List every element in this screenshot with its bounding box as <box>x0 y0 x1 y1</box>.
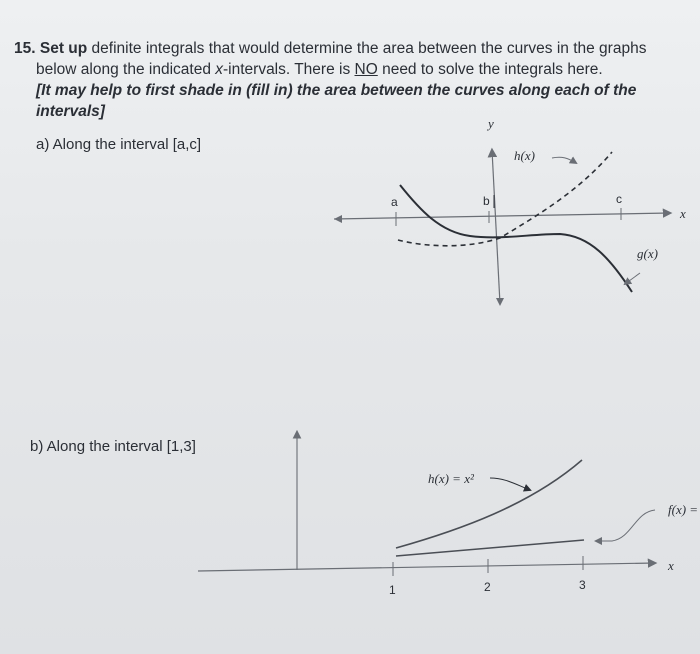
part-a-label: a) Along the interval [a,c] <box>36 136 202 153</box>
tick-2-label: 2 <box>484 580 491 594</box>
problem-line2-part-a: below along the indicated <box>36 61 216 78</box>
tick-1-label: 1 <box>389 583 396 597</box>
graph-a <box>334 116 686 306</box>
graph-a-y-axis <box>492 150 500 304</box>
graph-a-h-pointer <box>552 157 576 163</box>
part-b-label: b) Along the interval [1,3] <box>30 438 196 455</box>
graph-a-x-label: x <box>680 206 686 221</box>
graph-b-h-curve <box>396 460 582 548</box>
problem-hint: [It may help to first shade in (fill in) the area between the curves along each of the intervals] <box>36 82 637 120</box>
tick-a-label: a <box>391 195 398 209</box>
problem-line1: definite integrals that would determine the area between the curves in the graphs <box>87 40 647 57</box>
graph-b-f-pointer <box>596 510 655 541</box>
graph-b-f-label: f(x) = <box>668 502 699 517</box>
graph-b-x-axis <box>198 563 655 571</box>
problem-number: 15. <box>14 40 36 57</box>
graph-a-g-pointer <box>625 273 640 284</box>
tick-b-label: b <box>483 194 490 208</box>
problem-line2-part-b: -intervals. There is <box>223 61 355 78</box>
graph-a-g-label: g(x) <box>637 246 658 261</box>
graph-b <box>198 432 698 597</box>
graph-a-x-axis <box>334 213 670 219</box>
tick-c-label: c <box>616 192 622 206</box>
graph-b-h-label: h(x) = x² <box>428 471 474 486</box>
graph-a-y-label: y <box>488 116 494 131</box>
graph-a-h-label: h(x) <box>514 148 535 163</box>
graph-b-f-line <box>396 540 584 556</box>
problem-line2-part-c: need to solve the integrals here. <box>377 61 603 78</box>
graph-a-x-axis-left-arrow <box>334 215 342 223</box>
graph-a-h-curve <box>398 152 612 246</box>
graph-b-x-label: x <box>668 558 674 573</box>
graph-a-y-axis-down-arrow <box>496 298 504 306</box>
tick-3-label: 3 <box>579 578 586 592</box>
problem-line2-var: x <box>215 61 223 78</box>
problem-no-emphasis: NO <box>354 61 378 78</box>
problem-setup-bold: Set up <box>39 40 88 57</box>
graph-a-g-curve <box>400 185 632 292</box>
graph-b-h-pointer <box>490 478 530 490</box>
